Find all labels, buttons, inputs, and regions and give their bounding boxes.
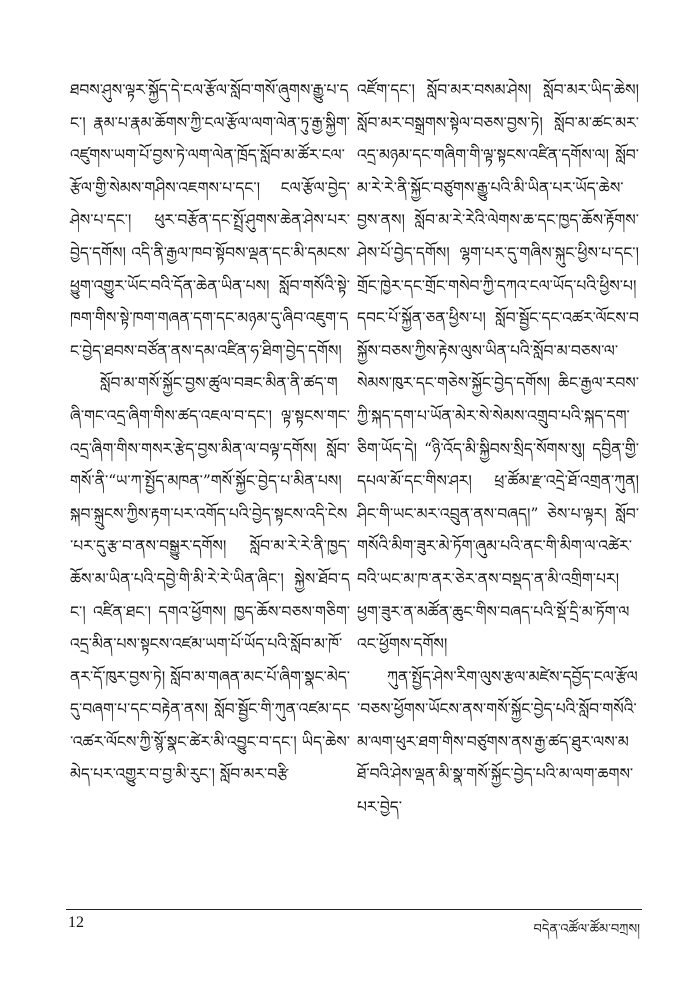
- left-paragraph-2: སློབ་མ་གསོ་སྐྱོང་བྱས་ཚུལ་བཟང་མིན་ནི་ཚད་གཞི་གང་འདྲ་ཞིག་གིས་ཚད་འཇལ་བ་དང་། ལྟ་སྟངས་གང་འདྲ་ཞིག་གིས་གསར་རྩེད་བྱས་མིན་ལ་བལྟ་དགོས། སློབ་གསོ་ནི་“ཡ་ཀ་སྤྱོད་མཁན་”གསོ་སྐྱོང་བྱེད་པ་མིན་པས། སྐབ་སྐྲུངས་ཀྱིས་རྟག་པར་འགོད་པའི་བྱེད་སྟངས་འདི་ངེས་པར་དུ་རྩ་བ་ནས་བསྒྱུར་དགོས། སློབ་མ་རེ་རེ་ནི་ཁྱད་ཆོས་མ་ཡིན་པའི་དབྱེ་གི་མི་རེ་རེ་ཡིན་ཞིང་། སྐྱེས་ཐོབ་དང་། འཛིན་ཐང་། དགའ་ཕྱོགས། ཁྱད་ཆོས་བཅས་གཅིག་འདྲ་མིན་པས་སྟངས་འཛམ་ཡག་པོ་ཡོད་པའི་སློབ་མ་ཁོ་ནར་དོ་ཁུར་བྱས་ཏེ། སློབ་མ་གཞན་མང་པོ་ཞིག་སྣང་མེད་དུ་བཞག་པ་དང་བརྟེན་ནས། སློབ་སྦྱོང་གི་ཀུན་འཛམ་དང་འཚར་ལོངས་ཀྱི་སྙོ་སྣང་ཚེར་མི་འབྱུང་བ་དང་། ཡིད་ཆེས་མེད་པར་འགྱུར་བ་བྱ་མི་རུང་། སློབ་མར་བརྩི: [70, 374, 350, 784]
- right-paragraph-1: འཛོག་དང་། སློབ་མར་བསམ་ཤེས། སློབ་མར་ཡིད་ཆེས། སློབ་མར་བསྒྲགས་སྟེལ་བཅས་བྱས་ཏེ། སློབ་མ་ཚང་མར་འདྲ་མཉམ་དང་གཞིག་གི་ལྟ་སྟངས་འཛིན་དགོས་ལ། སློབ་མ་རེ་རེ་ནི་སྐྱོང་བཙུགས་རྒྱུ་པའི་མི་ཡིན་པར་ཡོད་ཆེས་བྱས་ནས། སློབ་མ་རེ་རེའི་ལེགས་ཆ་དང་ཁྱད་ཆོས་རྟོགས་ཤེས་པོ་བྱེད་དགོས། ལྷག་པར་དུ་གཞིས་སྐུང་ཕྱིས་པ་དང་། གྲོང་ཁྱེར་དང་གྲོང་གསེབ་ཀྱི་དཀའ་ངལ་ཡོད་པའི་ཕྱིས་པ། དབང་པོ་སྐྱོན་ཅན་ཕྱིས་པ། སློབ་སྦྱོང་དང་འཚར་ལོངས་བསྐྱོས་བཅས་ཀྱིས་རྟེས་ལུས་ཡིན་པའི་སློབ་མ་བཅས་ལ་སེམས་ཁུར་དང་གཅེས་སྐྱོང་བྱེད་དགོས། ཆིང་རྒྱལ་རབས་ཀྱི་སྐད་དག་པ་ཡོན་མེར་སེ་སེམས་འགྲུབ་པའི་སྐད་དག་ཅིག་ཡོད་དེ། “ཉི་འོད་མི་སྐྱིབས་སྲིད་སོགས་སུ། དབྱིན་གྱི་དཔལ་མོ་དང་གིས་ཤར། ཕྲ་ཚོམ་རྫ་འདྲེ་ཐོ་འགྲན་ཀུན། ཤིང་གི་ཡང་མར་འབྲུན་ནས་བཞད།” ཅེས་པ་ལྟར། སློབ་གསོའི་མིག་ཟུར་མེ་ཏོག་ཞུམ་པའི་ནང་གི་མིག་ལ་འཚེར་བའི་ཡང་མ་ཁ་ནར་ཅེར་ནས་བསྡད་ན་མི་འགྲིག་པར། ཕྱག་ཟུར་ན་མཚོན་ཆུང་གིས་བཞད་པའི་སྡོ་དྲི་མ་ཏོག་ལའང་ཕྱོགས་དགོས།: [357, 81, 639, 654]
- running-title: བདེན་འཚོལ་ཚོམ་བཀྲས།: [533, 922, 640, 937]
- page-number: 12: [68, 914, 84, 931]
- right-text-column: [357, 74, 639, 824]
- right-paragraph-2: ཀུན་སྤྱོད་ཤེས་རིག་ལུས་རྩལ་མཛེས་དབྱོད་ངལ་རྩོལ་བཅས་ཕྱོགས་ཡོངས་ནས་གསོ་སྐྱོང་བྱེད་པའི་སློབ་གསོའི་མ་ལག་ཕུར་ཐག་གིས་བཙུགས་ནས་རྒྱ་ཚད་ཐུར་ལས་མཐོ་བའི་ཤེས་ལྡན་མི་སྣ་གསོ་སྐྱོང་བྱེད་པའི་མ་ལག་ཆགས་པར་བྱེད་: [357, 667, 638, 817]
- left-paragraph-1: ཐབས་ཤུས་ལྟར་སྐྱོད་དེ་ངལ་རྩོལ་སློབ་གསོ་ཞུགས་རྒྱུ་པ་དང་། རྣམ་པ་རྣམ་ཆོགས་ཀྱི་ངལ་རྩོལ་ལག་ལེན་ཏུ་རྒྱ་སྐྱིག་འཛུགས་ཡག་པོ་བྱས་ཏེ་ལག་ལེན་ཁྲོད་སློབ་མ་ཚོར་ངལ་རྩོལ་གྱི་སེམས་གཤིས་འཇགས་པ་དང་། ངལ་རྩོལ་བྱེད་ཤེས་པ་དང་། ཕུར་བརྩོན་དང་སྤྲོ་ཤུགས་ཆེན་ཤེས་པར་བྱེད་དགོས། འདི་ནི་རྒྱལ་ཁབ་སྟོབས་ལྡན་དང་མི་དམངས་ཕྱུག་འགྱུར་ཡོང་བའི་དོན་ཆེན་ཡིན་པས། སློབ་གསོའི་སྟེ་ཁག་གིས་སྟེ་ཁག་གཞན་དག་དང་མཉམ་དུ་ཞིབ་འཇུག་དང་བྱེད་ཐབས་བཙོན་ནས་དམ་འཛིན་ཧ་ཐིག་བྱེད་དགོས།: [70, 81, 350, 360]
- footer-rule: [66, 909, 642, 910]
- left-text-column: [70, 74, 350, 791]
